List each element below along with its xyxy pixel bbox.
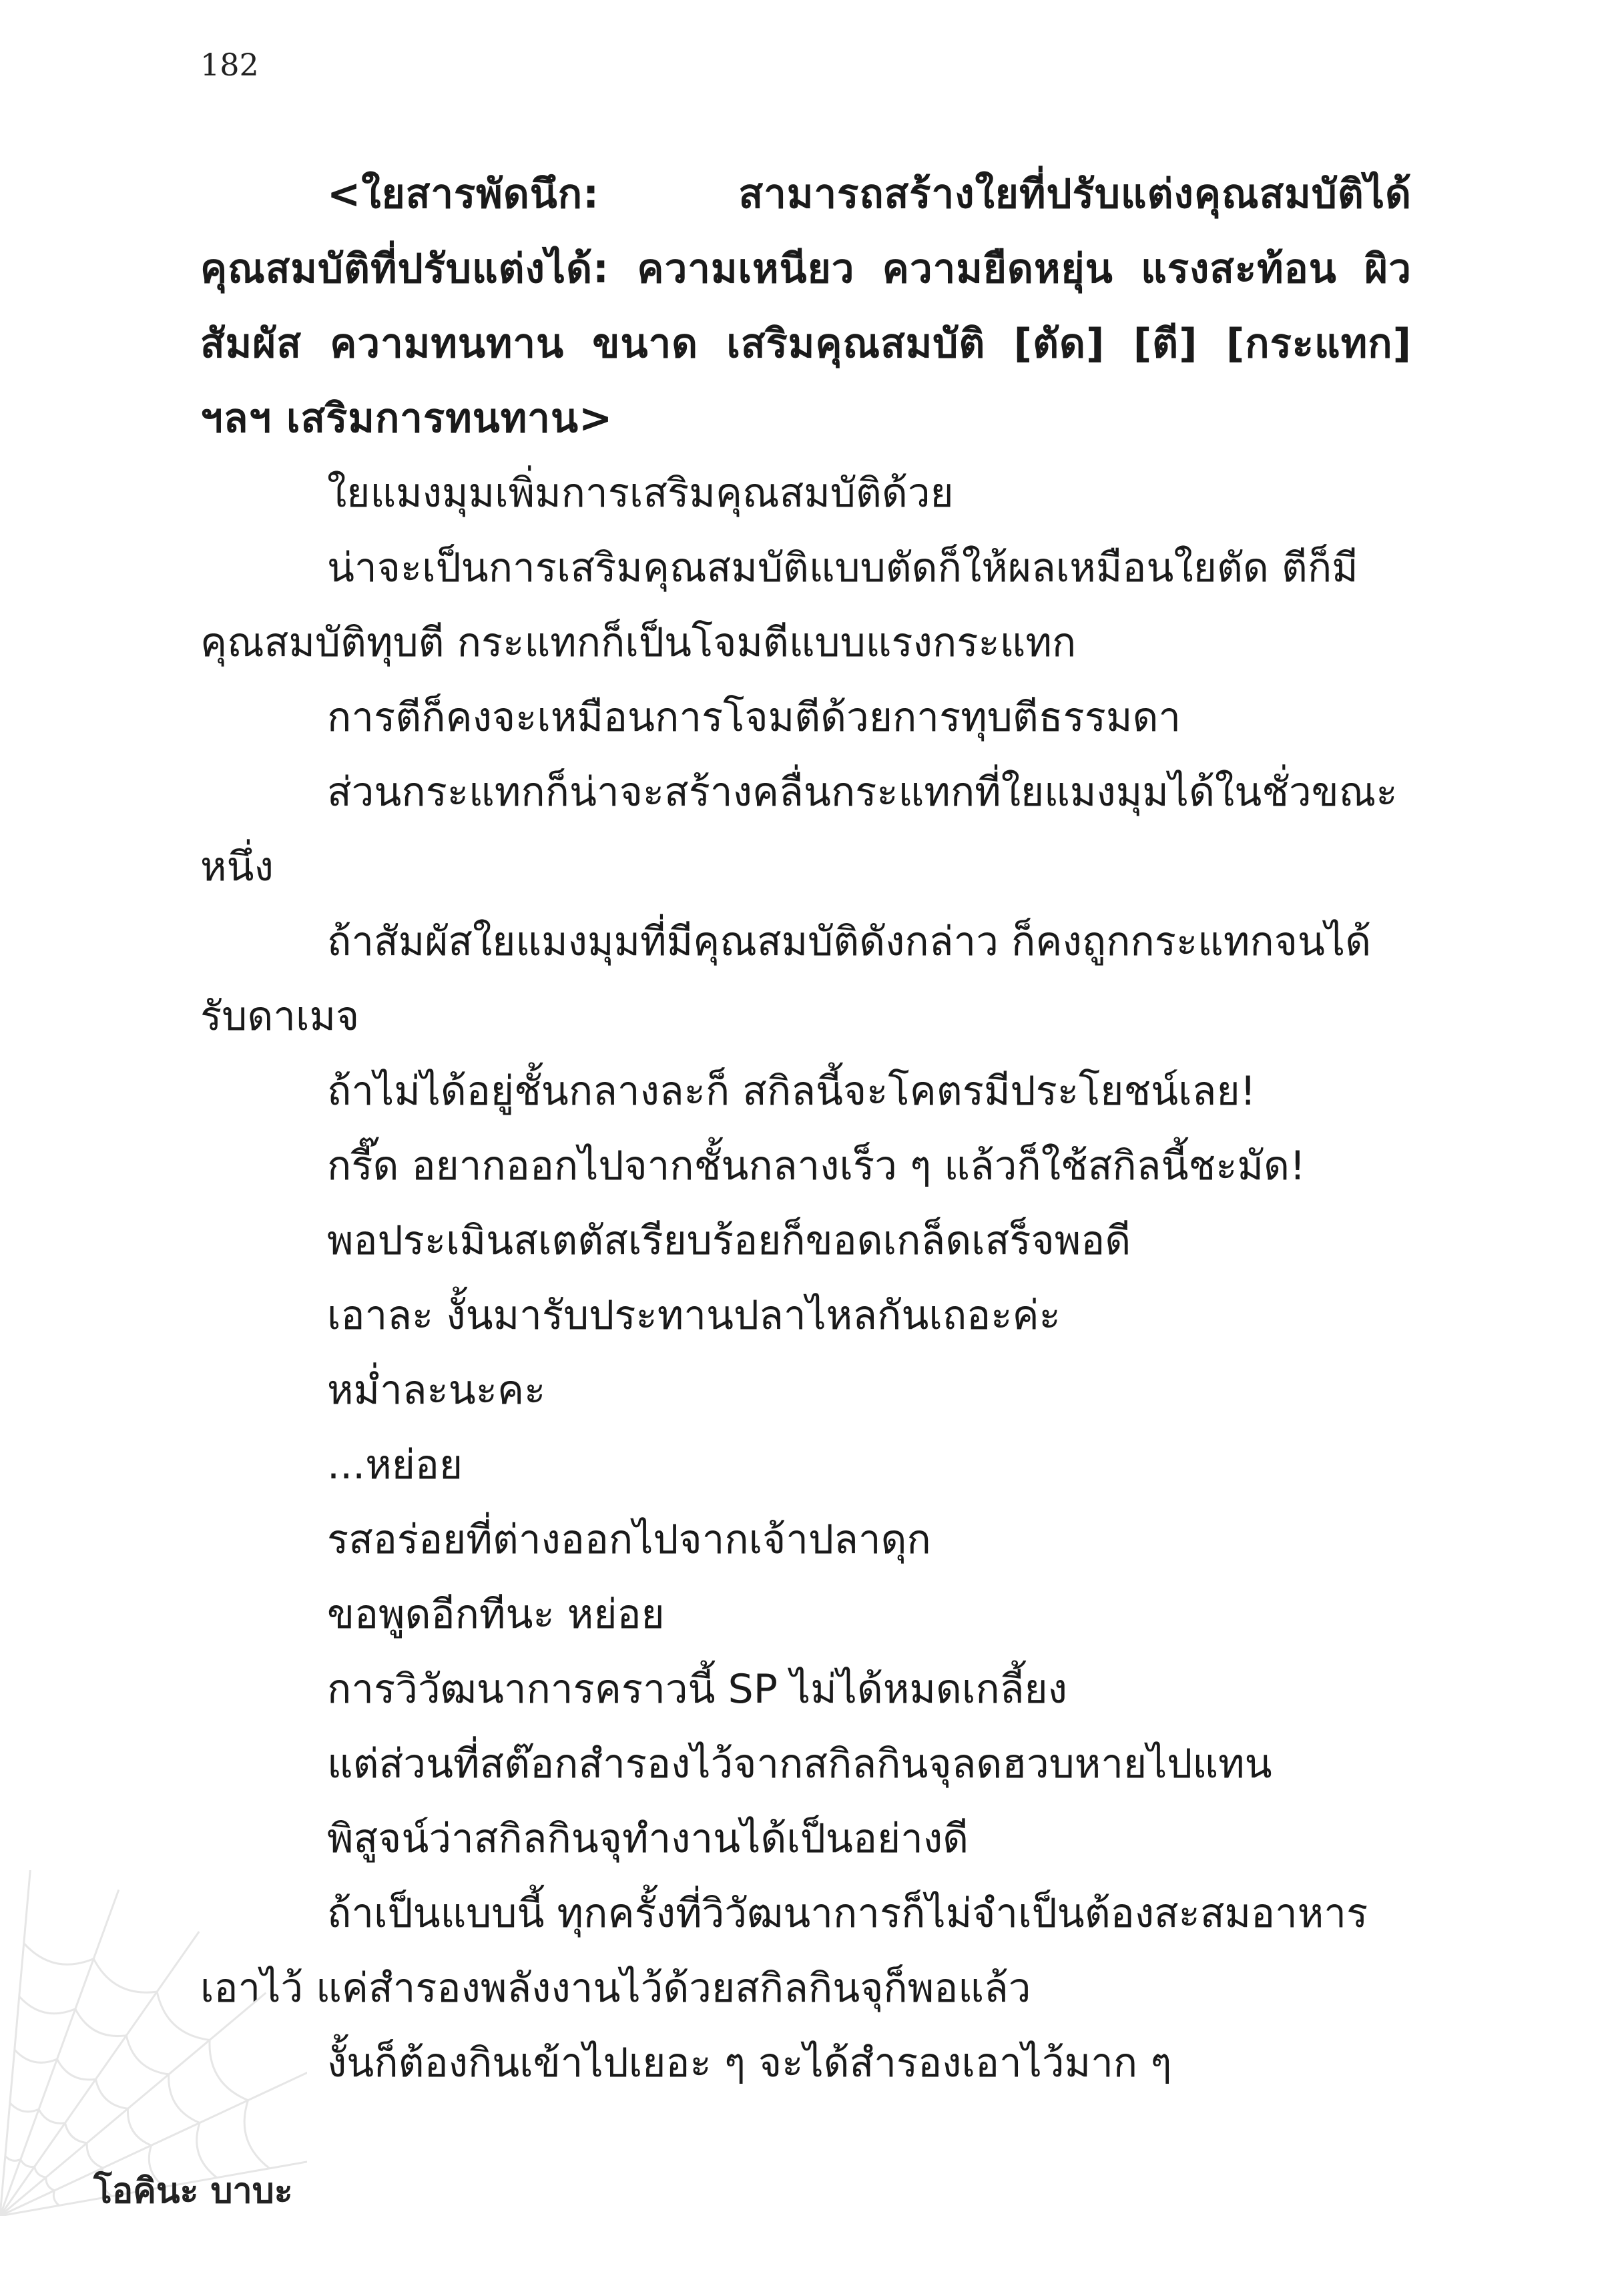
paragraph: ...หย่อย bbox=[327, 1442, 463, 1488]
page-number: 182 bbox=[200, 47, 259, 83]
paragraph: เอาละ งั้นมารับประทานปลาไหลกันเถอะค่ะ bbox=[327, 1292, 1061, 1339]
paragraph: พิสูจน์ว่าสกิลกินจุทำงานได้เป็นอย่างดี bbox=[327, 1815, 969, 1862]
paragraph: หม่ำละนะคะ bbox=[327, 1367, 546, 1414]
paragraph: พอประเมินสเตตัสเรียบร้อยก็ขอดเกล็ดเสร็จพอดี bbox=[327, 1217, 1131, 1264]
book-author: โอคินะ บาบะ bbox=[93, 2171, 293, 2211]
paragraph: ถ้าสัมผัสใยแมงมุมที่มีคุณสมบัติดังกล่าว ก็คงถูกกระแทกจนได้รับดาเมจ bbox=[200, 918, 1372, 1040]
paragraph: ถ้าไม่ได้อยู่ชั้นกลางละก็ สกิลนี้จะโคตรมีประโยชน์เลย! bbox=[327, 1068, 1256, 1115]
chapter-text bbox=[200, 157, 1412, 2100]
paragraph: ขอพูดอีกทีนะ หย่อย bbox=[327, 1591, 665, 1638]
paragraph: ใยแมงมุมเพิ่มการเสริมคุณสมบัติด้วย bbox=[327, 470, 954, 517]
spider-web-icon bbox=[0, 1842, 307, 2216]
paragraph: การตีก็คงจะเหมือนการโจมตีด้วยการทุบตีธรรมดา bbox=[327, 694, 1181, 741]
paragraph: แต่ส่วนที่สต๊อกสำรองไว้จากสกิลกินจุลดฮวบหายไปแทน bbox=[327, 1741, 1272, 1787]
paragraph: ส่วนกระแทกก็น่าจะสร้างคลื่นกระแทกที่ใยแมงมุมได้ในชั่วขณะหนึ่ง bbox=[200, 769, 1398, 890]
paragraph: การวิวัฒนาการคราวนี้ SP ไม่ได้หมดเกลี้ยง bbox=[327, 1666, 1067, 1713]
paragraph: รสอร่อยที่ต่างออกไปจากเจ้าปลาดุก bbox=[327, 1516, 931, 1563]
system-message: <ใยสารพัดนึก: สามารถสร้างใยที่ปรับแต่งคุณสมบัติได้ คุณสมบัติที่ปรับแต่งได้: ความเหนียว ความยืดหยุ่น แรงสะท้อน ผิวสัมผัส ความทนทาน ขนาด เสริมคุณสมบัติ [ตัด] [ตี] [กระแทก] ฯลฯ เสริมการทนทาน> bbox=[200, 171, 1412, 442]
paragraph: กรี๊ด อยากออกไปจากชั้นกลางเร็ว ๆ แล้วก็ใช้สกิลนี้ชะมัด! bbox=[327, 1143, 1306, 1189]
paragraph: ถ้าเป็นแบบนี้ ทุกครั้งที่วิวัฒนาการก็ไม่จำเป็นต้องสะสมอาหารเอาไว้ แค่สำรองพลังงานไว้ด้วยสกิลกินจุก็พอแล้ว bbox=[200, 1890, 1368, 2012]
paragraph: งั้นก็ต้องกินเข้าไปเยอะ ๆ จะได้สำรองเอาไว้มาก ๆ bbox=[327, 2040, 1172, 2086]
paragraph: น่าจะเป็นการเสริมคุณสมบัติแบบตัดก็ให้ผลเหมือนใยตัด ตีก็มีคุณสมบัติทุบตี กระแทกก็เป็นโจมตีแบบแรงกระแทก bbox=[200, 545, 1358, 666]
